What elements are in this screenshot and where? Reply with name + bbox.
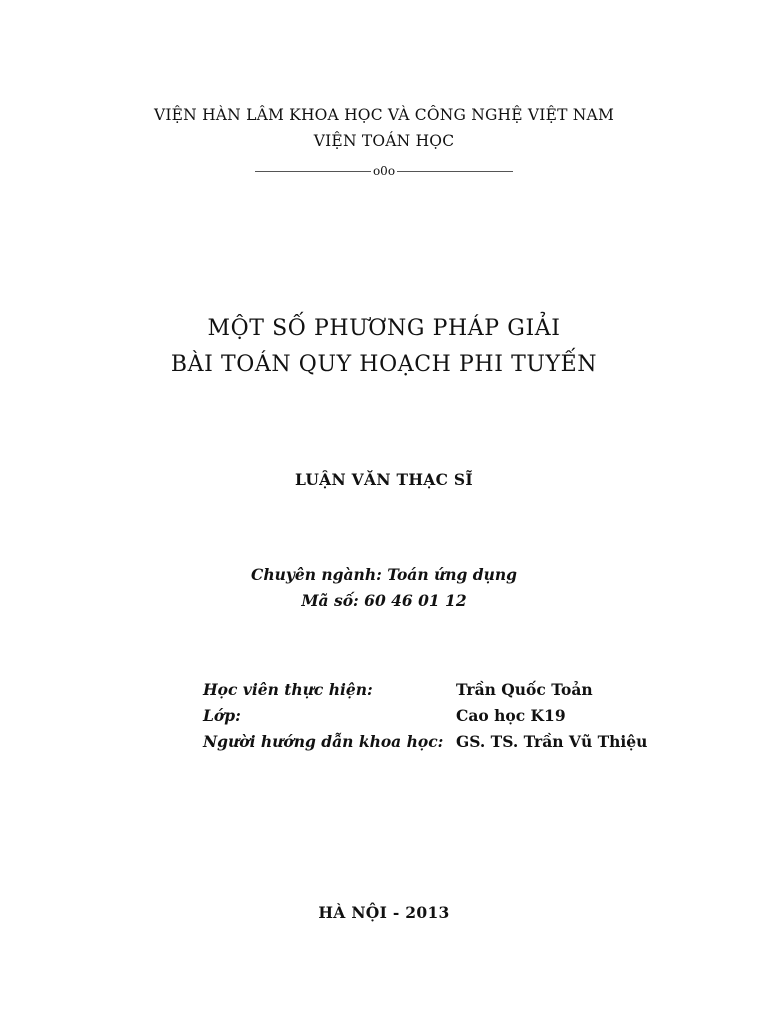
place-and-year: HÀ NỘI - 2013 bbox=[318, 903, 450, 922]
divider-mark: o0o bbox=[372, 164, 396, 178]
advisor-name: GS. TS. Trần Vũ Thiệu bbox=[456, 732, 648, 751]
divider-rule-right bbox=[397, 171, 513, 172]
class-label: Lớp: bbox=[203, 706, 241, 725]
thesis-title-line-2: BÀI TOÁN QUY HOẠCH PHI TUYẾN bbox=[170, 352, 598, 377]
institute-name: VIỆN TOÁN HỌC bbox=[313, 132, 455, 150]
divider-rule-left bbox=[255, 171, 371, 172]
class-name: Cao học K19 bbox=[456, 706, 566, 725]
ornamental-divider bbox=[0, 164, 768, 178]
student-label: Học viên thực hiện: bbox=[203, 680, 373, 699]
advisor-label: Người hướng dẫn khoa học: bbox=[203, 732, 444, 751]
thesis-title-line-1: MỘT SỐ PHƯƠNG PHÁP GIẢI bbox=[207, 316, 561, 341]
academy-name: VIỆN HÀN LÂM KHOA HỌC VÀ CÔNG NGHỆ VIỆT NAM bbox=[153, 106, 615, 124]
specialization: Chuyên ngành: Toán ứng dụng bbox=[250, 565, 517, 584]
degree-type: LUẬN VĂN THẠC SĨ bbox=[295, 470, 473, 489]
student-name: Trần Quốc Toản bbox=[456, 680, 593, 699]
specialization-code: Mã số: 60 46 01 12 bbox=[301, 591, 467, 610]
